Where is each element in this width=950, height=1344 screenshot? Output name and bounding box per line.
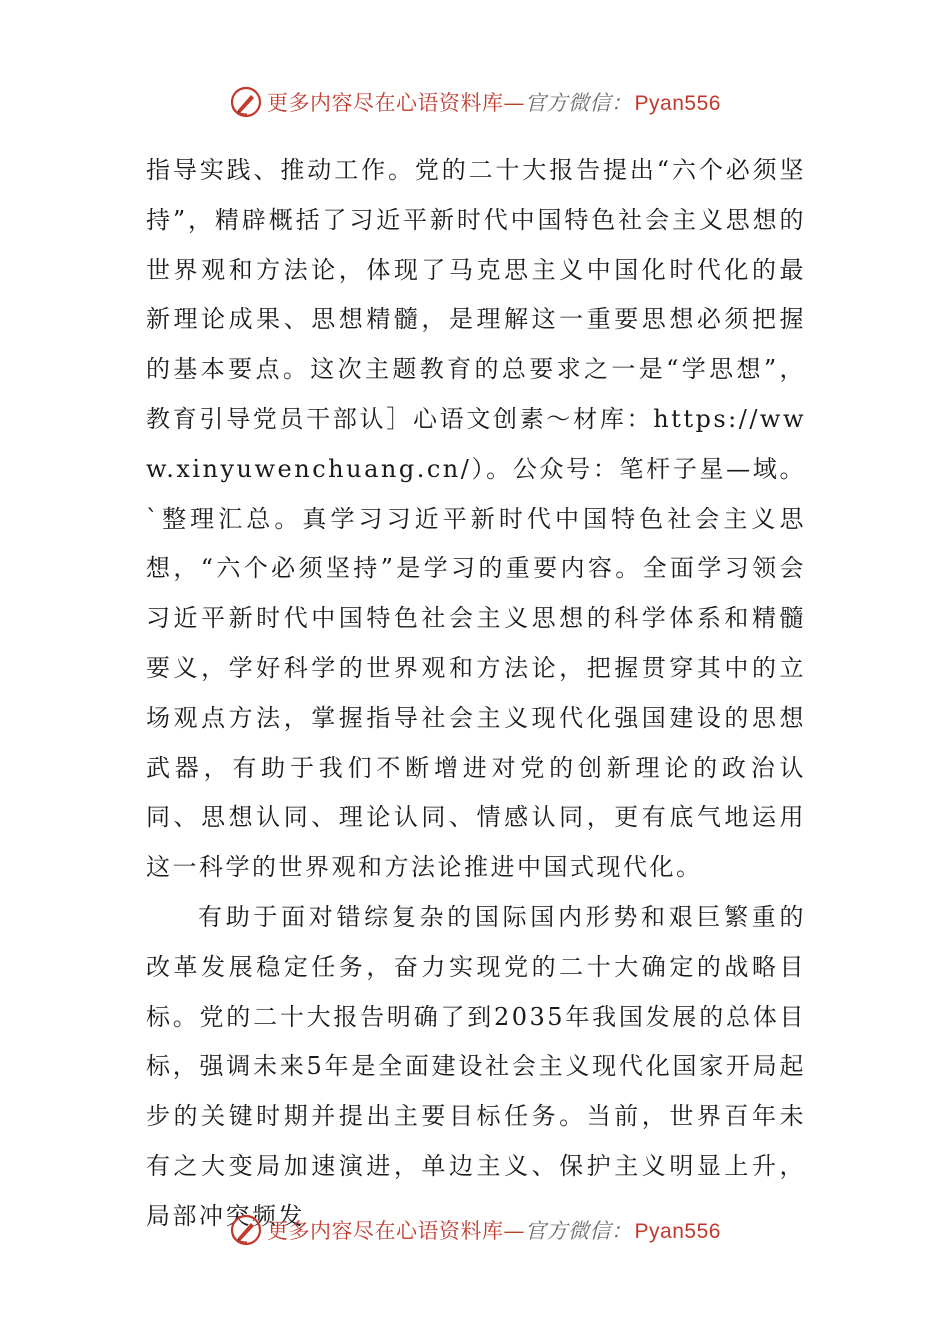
banner-dash: — (503, 91, 526, 115)
footer-banner (0, 1212, 950, 1248)
pen-circle-logo-icon (229, 85, 263, 119)
banner-account: Pyan556 (634, 92, 721, 115)
paragraph-2: 有助于面对错综复杂的国际国内形势和艰巨繁重的改革发展稳定任务，奋力实现党的二十大确定的战略目标。党的二十大报告明确了到2035年我国发展的总体目标，强调未来5年是全面建设社会主义现代化国家开局起步的关键时期并提出主要目标任务。当前，世界百年未有之大变局加速演进，单边主义、保护主义明显上升，局部冲突频发 (146, 902, 806, 1230)
header-banner (0, 84, 950, 120)
banner-wechat-label: 官方微信： (525, 91, 633, 115)
banner-site-text: 更多内容尽在心语资料库 (267, 91, 504, 115)
banner-site-text: 更多内容尽在心语资料库 (267, 1219, 504, 1243)
banner-dash: — (503, 1219, 526, 1243)
pen-circle-logo-icon (229, 1213, 263, 1247)
document-body (146, 146, 806, 1242)
banner-wechat-label: 官方微信： (525, 1219, 633, 1243)
paragraph-1: 指导实践、推动工作。党的二十大报告提出“六个必须坚持”，精辟概括了习近平新时代中国特色社会主义思想的世界观和方法论，体现了马克思主义中国化时代化的最新理论成果、思想精髓，是理解这一重要思想必须把握的基本要点。这次主题教育的总要求之一是“学思想”，教育引导党员干部认］心语文创素～材库：https://www.xinyuwenchuang.cn/）。公众号：笔杆子星—域。`整理汇总。真学习习近平新时代中国特色社会主义思想，“六个必须坚持”是学习的重要内容。全面学习领会习近平新时代中国特色社会主义思想的科学体系和精髓要义，学好科学的世界观和方法论，把握贯穿其中的立场观点方法，掌握指导社会主义现代化强国建设的思想武器，有助于我们不断增进对党的创新理论的政治认同、思想认同、理论认同、情感认同，更有底气地运用这一科学的世界观和方法论推进中国式现代化。 (146, 156, 806, 882)
banner-account: Pyan556 (634, 1220, 721, 1243)
